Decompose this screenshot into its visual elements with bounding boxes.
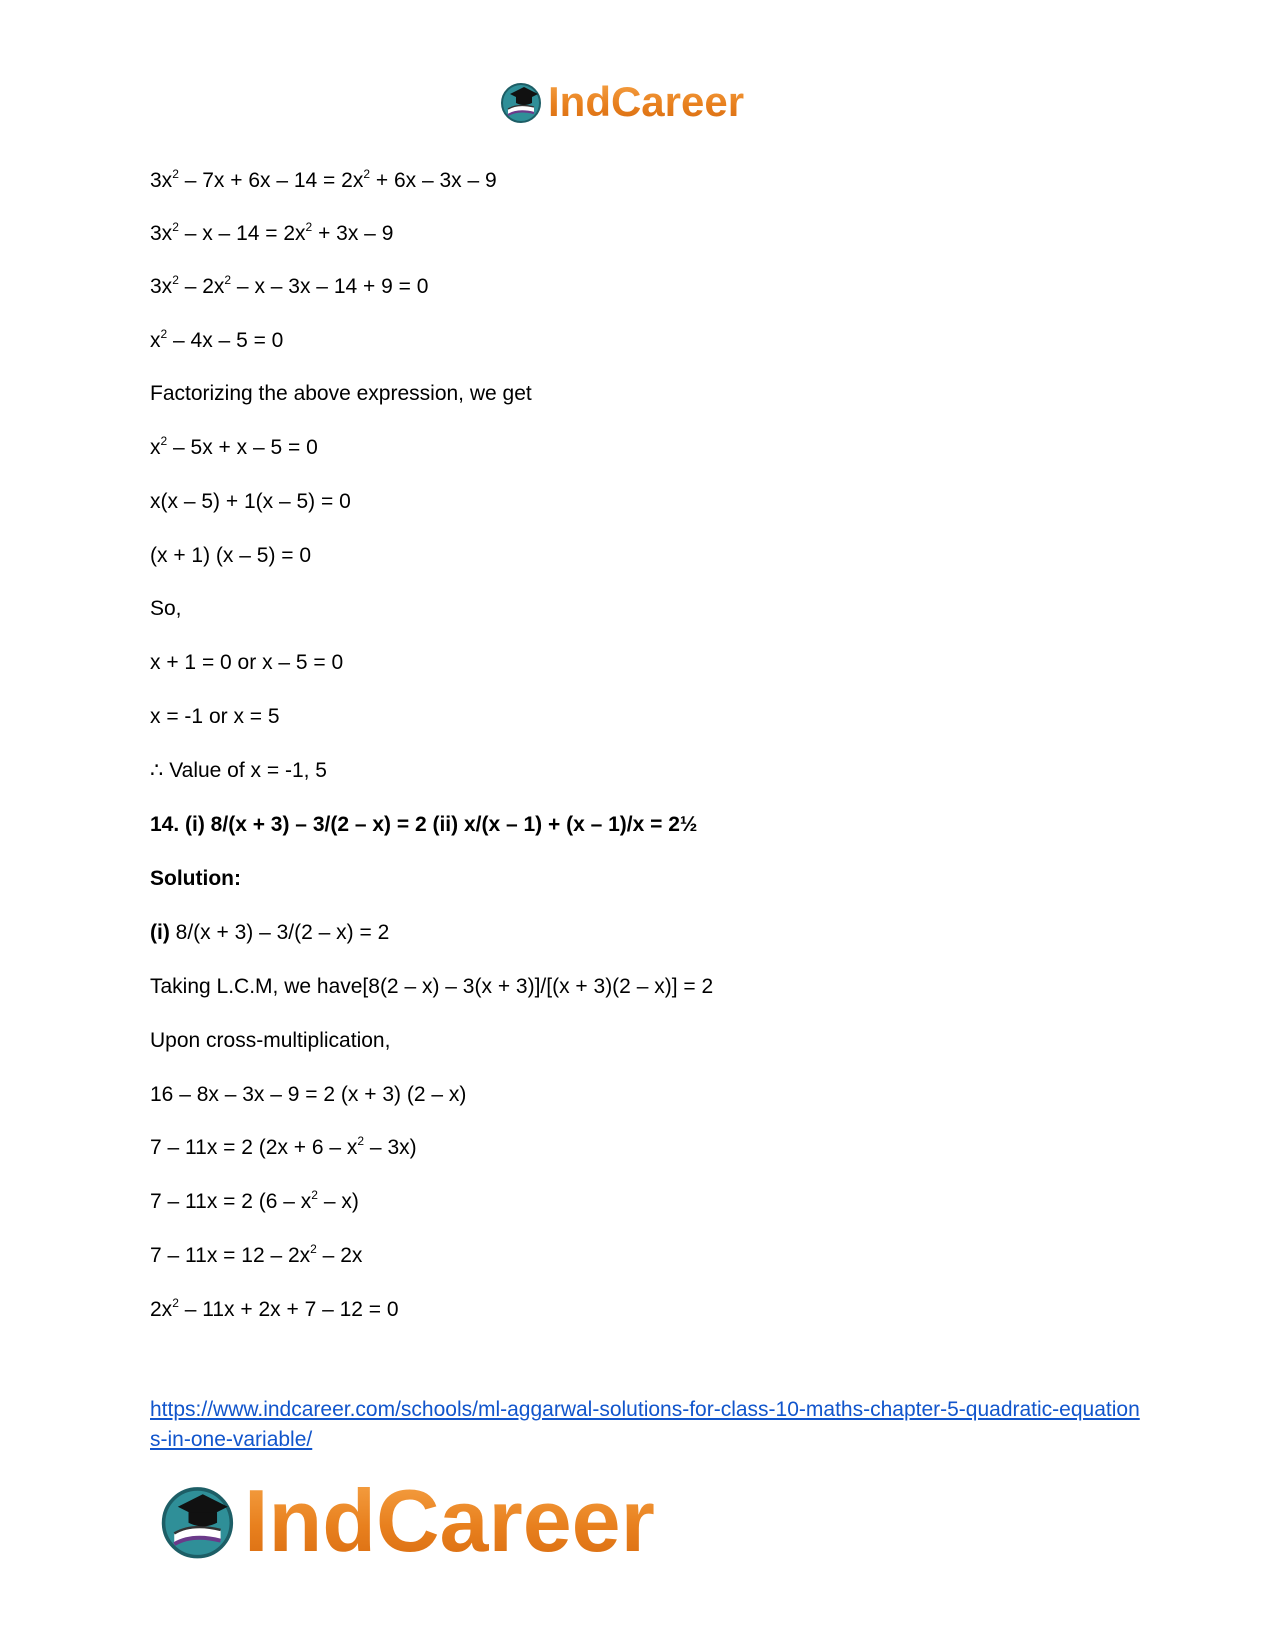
solution-heading: Solution:: [150, 867, 241, 890]
equation-line: $x^2 - 5x + x - 5 = 0$: [150, 434, 318, 459]
footer-logo-text: IndCareer: [244, 1471, 655, 1570]
footer-logo: [160, 1470, 655, 1572]
equation-line: $3x^2 - x - 14 = 2x^2 + 3x - 9$: [150, 220, 394, 245]
equation-line: $3x^2 - 2x^2 - x - 3x - 14 + 9 = 0$: [150, 273, 429, 298]
equation-line: $2x^2 - 11x + 2x + 7 - 12 = 0$: [150, 1296, 399, 1321]
graduation-cap-book-globe-icon: [500, 81, 546, 123]
equation-line: x(x – 5) + 1(x – 5) = 0: [150, 490, 351, 513]
equation-line: $x^2 - 4x - 5 = 0$: [150, 327, 284, 352]
equation-line: 7 – 11x = 2 $(2x + 6 - x^2 - 3x)$: [150, 1134, 417, 1159]
equation-line: 7 – 11x = 2 $(6 - x^2 - x)$: [150, 1188, 359, 1213]
equation-line: x + 1 = 0 or x – 5 = 0: [150, 651, 344, 674]
question-heading: 14. (i) 8/(x + 3) – 3/(2 – x) = 2 (ii) x/(x – 1) + (x – 1)/x = 2½: [150, 813, 698, 836]
answer-line: ∴ Value of x = -1, 5: [150, 759, 327, 782]
part-line: (i) 8/(x + 3) – 3/(2 – x) = 2: [150, 921, 390, 944]
text-line: Upon cross-multiplication,: [150, 1029, 391, 1052]
graduation-cap-book-globe-icon: [160, 1481, 242, 1561]
text-line: Taking L.C.M, we have[8(2 – x) – 3(x + 3)]/[(x + 3)(2 – x)] = 2: [150, 975, 714, 998]
equation-line: $7 - 11x = 12 - 2x^2 - 2x$: [150, 1242, 363, 1267]
header-logo-text: IndCareer: [548, 78, 745, 125]
source-url-link[interactable]: https://www.indcareer.com/schools/ml-aggarwal-solutions-for-class-10-maths-chapter-5-quadratic-equations-in-one-variable/: [150, 1398, 1140, 1451]
header-logo: [500, 78, 744, 126]
text-line: So,: [150, 597, 182, 620]
equation-line: $3x^2 - 7x + 6x - 14 = 2x^2 + 6x - 3x - 9$: [150, 167, 497, 192]
equation-line: 16 – 8x – 3x – 9 = 2 (x + 3) (2 – x): [150, 1083, 467, 1106]
text-line: Factorizing the above expression, we get: [150, 382, 532, 405]
equation-line: (x + 1) (x – 5) = 0: [150, 544, 312, 567]
equation-line: x = -1 or x = 5: [150, 705, 280, 728]
part-label: (i): [150, 921, 170, 944]
